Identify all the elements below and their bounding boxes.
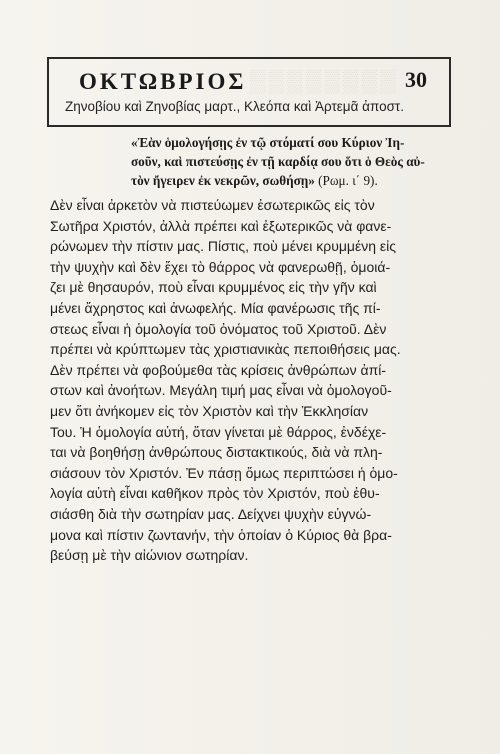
body-line: λογία αὐτὴ εἶναι καθῆκον πρὸς τὸν Χριστόν, ποὺ ἐθυ-	[50, 485, 380, 502]
body-line: μεν ὅτι ἀνήκομεν εἰς τὸν Χριστὸν καὶ τὴν Ἐκκλησίαν	[50, 402, 369, 419]
quote-line: σοῦν, καὶ πιστεύσῃς ἐν τῇ καρδίᾳ σου ὅτι ὁ Θεὸς αὐ-	[131, 154, 425, 169]
body-line: Σωτῆρα Χριστόν, ἀλλὰ πρέπει καὶ ἐξωτερικῶς νὰ φανε-	[50, 217, 392, 234]
day-number: 30	[405, 67, 427, 92]
header-box	[47, 57, 451, 127]
body-line: ρώνωμεν τὴν πίστιν μας. Πίστις, ποὺ μένει κρυμμένη εἰς	[50, 238, 396, 255]
body-line: σιάσθη διὰ τὴν σωτηρίαν μας. Δείχνει ψυχὴν εὐγνώ-	[50, 505, 372, 522]
body-line: τὴν ψυχὴν καὶ δὲν ἔχει τὸ θάρρος νὰ φανερωθῇ, ὁμοιά-	[50, 258, 391, 275]
body-line: σιάσουν τὸν Χριστόν. Ἐν πάσῃ ὅμως περιπτώσει ἡ ὁμο-	[50, 464, 398, 481]
body-line: μονα καὶ πίστιν ζωντανήν, τὴν ὁποίαν ὁ Κύριος θὰ βρα-	[50, 526, 392, 543]
body-line: ται νὰ βοηθήσῃ ἀνθρώπους διστακτικούς, διὰ νὰ πλη-	[50, 444, 383, 461]
body-paragraph	[50, 195, 470, 566]
body-line: Του. Ἡ ὁμολογία αὐτή, ὅταν γίνεται μὲ θάρρος, ἐνδέχε-	[50, 423, 387, 440]
body-line: βεύσῃ μὲ τὴν αἰώνιον σωτηρίαν.	[50, 547, 249, 564]
body-line: στεως εἶναι ἡ ὁμολογία τοῦ ὀνόματος τοῦ Χριστοῦ. Δὲν	[50, 320, 387, 337]
body-line: Δὲν εἶναι ἀρκετὸν νὰ πιστεύωμεν ἐσωτερικῶς εἰς τὸν	[50, 197, 375, 213]
body-line: στων καὶ ἀνοήτων. Μεγάλη τιμή μας εἶναι νὰ ὁμολογοῦ-	[50, 382, 392, 399]
quote-line: «Ἐὰν ὁμολογήσῃς ἐν τῷ στόματί σου Κύριον Ἰη-	[131, 135, 405, 150]
quote-reference: (Ρωμ. ι΄ 9).	[314, 173, 378, 188]
body-line: Δὲν πρέπει νὰ φοβούμεθα τὰς κρίσεις ἀνθρώπων ἀπί-	[50, 361, 387, 378]
body-line: πρέπει νὰ κρύπτωμεν τὰς χριστιανικὰς πεποιθήσεις μας.	[50, 341, 401, 358]
saints-of-the-day: Ζηνοβίου καὶ Ζηνοβίας μαρτ., Κλεόπα καὶ Ἀρτεμᾶ ἀποστ.	[65, 99, 404, 114]
month-title: ΟΚΤΩΒΡΙΟΣ	[79, 69, 247, 94]
scripture-quote	[131, 133, 469, 190]
quote-line-text: τὸν ἤγειρεν ἐκ νεκρῶν, σωθήσῃ»	[131, 173, 315, 188]
body-line: ζει μὲ θησαυρόν, ποὺ εἶναι κρυμμένος εἰς τὴν γῆν καὶ	[50, 279, 377, 296]
body-line: μένει ἄχρηστος καὶ ἀνωφελής. Μία φανέρωσις τῆς πί-	[50, 299, 381, 316]
show-through-text: ▒▒▒▒▒▒▒▒	[250, 68, 399, 93]
quote-line-last	[131, 171, 469, 190]
